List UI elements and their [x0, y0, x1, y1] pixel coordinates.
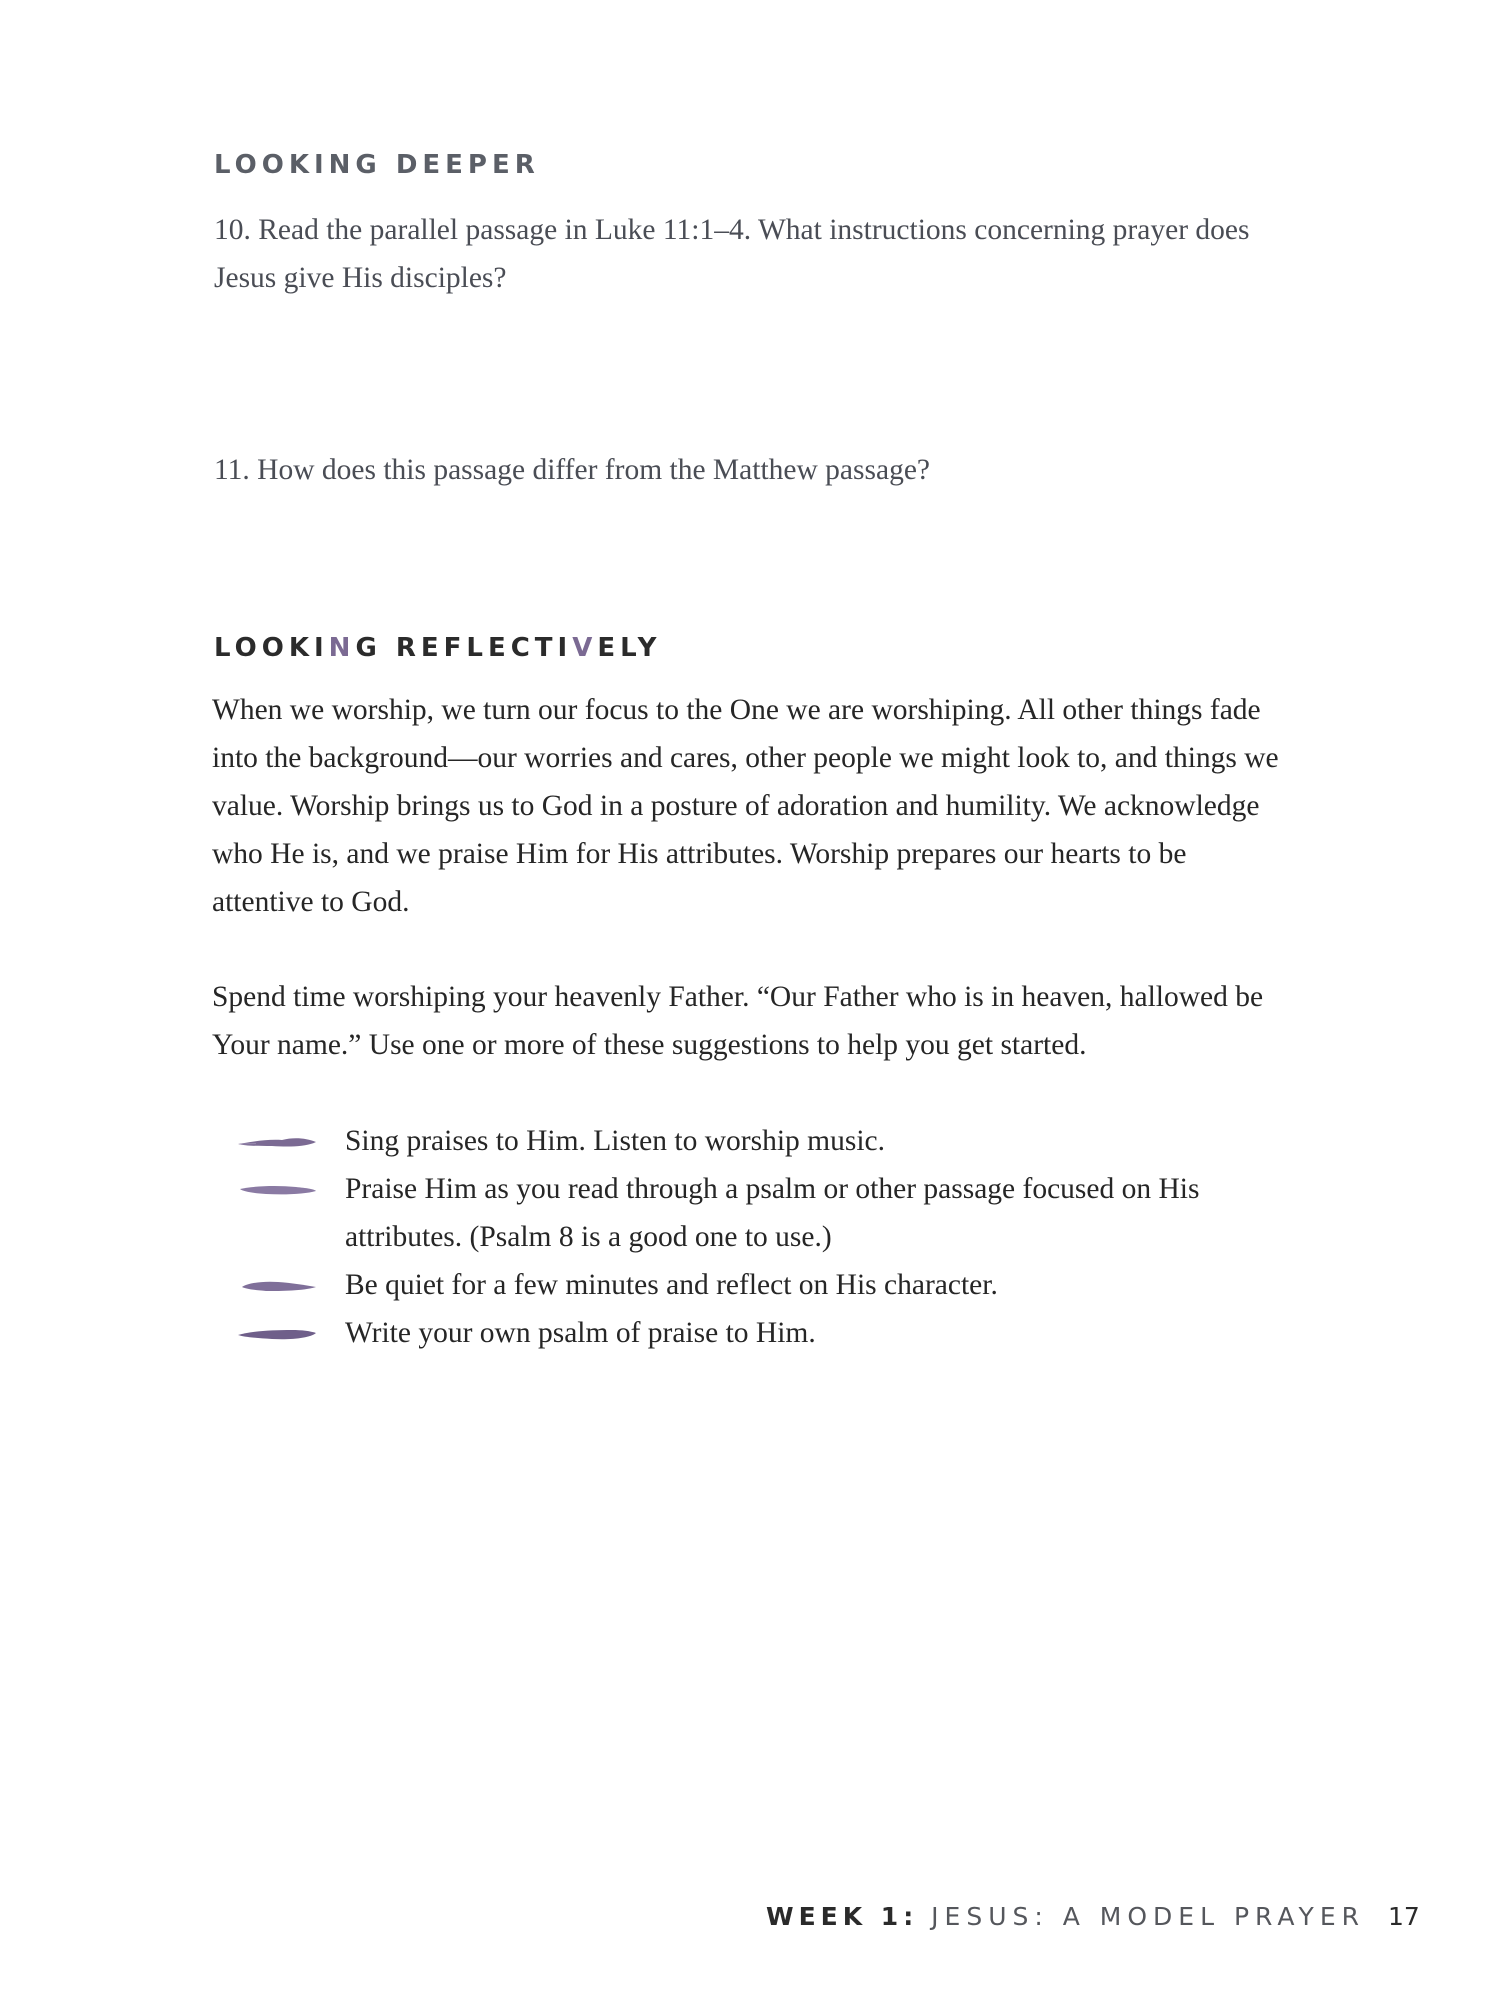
heading-part: LOOKI — [214, 633, 329, 663]
looking-reflectively-heading — [214, 633, 661, 663]
looking-deeper-heading: LOOKING DEEPER — [214, 150, 540, 180]
list-item — [230, 1117, 1310, 1165]
suggestion-text: Sing praises to Him. Listen to worship music. — [345, 1125, 885, 1157]
question-11: 11. How does this passage differ from the Matthew passage? — [214, 454, 931, 486]
list-item — [230, 1261, 1310, 1309]
running-footer — [766, 1902, 1365, 1932]
heading-part: ELY — [597, 633, 662, 663]
purple-brush-stroke-icon — [236, 1327, 318, 1341]
page-number: 17 — [1388, 1902, 1420, 1931]
suggestion-list — [230, 1117, 1310, 1357]
purple-brush-stroke-icon — [236, 1183, 318, 1197]
heading-accent-letter: V — [572, 633, 598, 663]
list-item — [230, 1309, 1310, 1357]
purple-brush-stroke-icon — [236, 1135, 318, 1149]
instruction-paragraph: Spend time worshiping your heavenly Father. “Our Father who is in heaven, hallowed be Your name.” Use one or more of these suggestions to help you get started. — [212, 981, 1264, 1061]
footer-week-label: WEEK 1: — [766, 1902, 919, 1931]
list-item — [230, 1165, 1310, 1261]
heading-accent-letter: N — [328, 633, 356, 663]
heading-part: G REFLECTI — [355, 633, 573, 663]
suggestion-text: Be quiet for a few minutes and reflect on His character. — [345, 1269, 998, 1301]
purple-brush-stroke-icon — [236, 1279, 318, 1293]
suggestion-text: Praise Him as you read through a psalm or other passage focused on His attributes. (Psalm 8 is a good one to use.) — [345, 1173, 1200, 1253]
worship-paragraph: When we worship, we turn our focus to the One we are worshiping. All other things fade into the background—our worries and cares, other people we might look to, and things we value. Worship brings us to God in a posture of adoration and humility. We acknowledge who He is, and we praise Him for His attributes. Worship prepares our hearts to be attentive to God. — [212, 694, 1279, 918]
suggestion-text: Write your own psalm of praise to Him. — [345, 1317, 816, 1349]
footer-chapter-title: JESUS: A MODEL PRAYER — [931, 1902, 1365, 1931]
question-10: 10. Read the parallel passage in Luke 11:1–4. What instructions concerning prayer does Jesus give His disciples? — [214, 214, 1250, 294]
